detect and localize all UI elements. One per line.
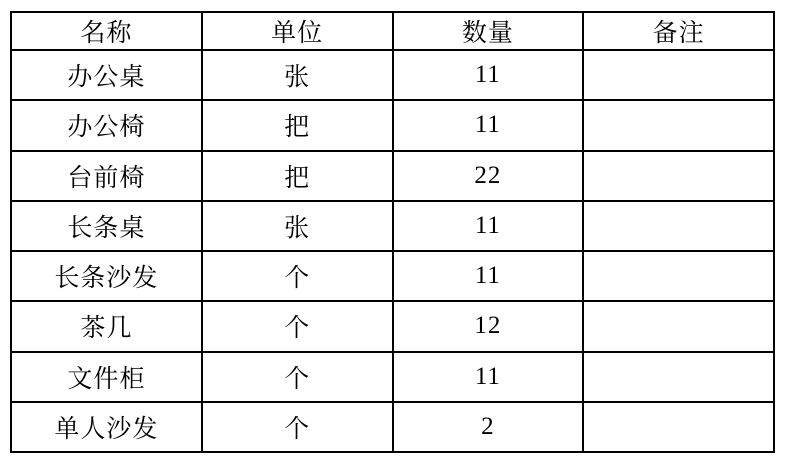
cell-unit: 把 xyxy=(202,100,393,150)
cell-quantity: 2 xyxy=(393,402,584,452)
table-row xyxy=(11,100,774,150)
cell-name: 办公桌 xyxy=(11,50,202,100)
table-row xyxy=(11,402,774,452)
cell-unit: 个 xyxy=(202,301,393,351)
cell-remark xyxy=(583,50,774,100)
cell-name: 茶几 xyxy=(11,301,202,351)
column-header-name: 名称 xyxy=(11,12,202,50)
cell-quantity: 12 xyxy=(393,301,584,351)
table-row xyxy=(11,50,774,100)
cell-name: 办公椅 xyxy=(11,100,202,150)
cell-remark xyxy=(583,402,774,452)
table-row xyxy=(11,201,774,251)
cell-quantity: 11 xyxy=(393,352,584,402)
cell-remark xyxy=(583,201,774,251)
cell-quantity: 22 xyxy=(393,151,584,201)
table-header xyxy=(11,12,774,50)
cell-quantity: 11 xyxy=(393,100,584,150)
cell-quantity: 11 xyxy=(393,251,584,301)
cell-remark xyxy=(583,352,774,402)
table-row xyxy=(11,301,774,351)
cell-unit: 张 xyxy=(202,50,393,100)
table-row xyxy=(11,251,774,301)
column-header-quantity: 数量 xyxy=(393,12,584,50)
cell-name: 单人沙发 xyxy=(11,402,202,452)
cell-quantity: 11 xyxy=(393,201,584,251)
cell-name: 台前椅 xyxy=(11,151,202,201)
cell-name: 长条桌 xyxy=(11,201,202,251)
furniture-inventory-table xyxy=(10,11,775,453)
table-row xyxy=(11,151,774,201)
cell-unit: 个 xyxy=(202,251,393,301)
cell-unit: 个 xyxy=(202,352,393,402)
table-body xyxy=(11,50,774,452)
cell-remark xyxy=(583,251,774,301)
cell-remark xyxy=(583,151,774,201)
cell-remark xyxy=(583,100,774,150)
cell-name: 长条沙发 xyxy=(11,251,202,301)
table-row xyxy=(11,352,774,402)
cell-unit: 个 xyxy=(202,402,393,452)
column-header-remark: 备注 xyxy=(583,12,774,50)
column-header-unit: 单位 xyxy=(202,12,393,50)
cell-remark xyxy=(583,301,774,351)
cell-unit: 张 xyxy=(202,201,393,251)
cell-unit: 把 xyxy=(202,151,393,201)
header-row xyxy=(11,12,774,50)
cell-quantity: 11 xyxy=(393,50,584,100)
cell-name: 文件柜 xyxy=(11,352,202,402)
